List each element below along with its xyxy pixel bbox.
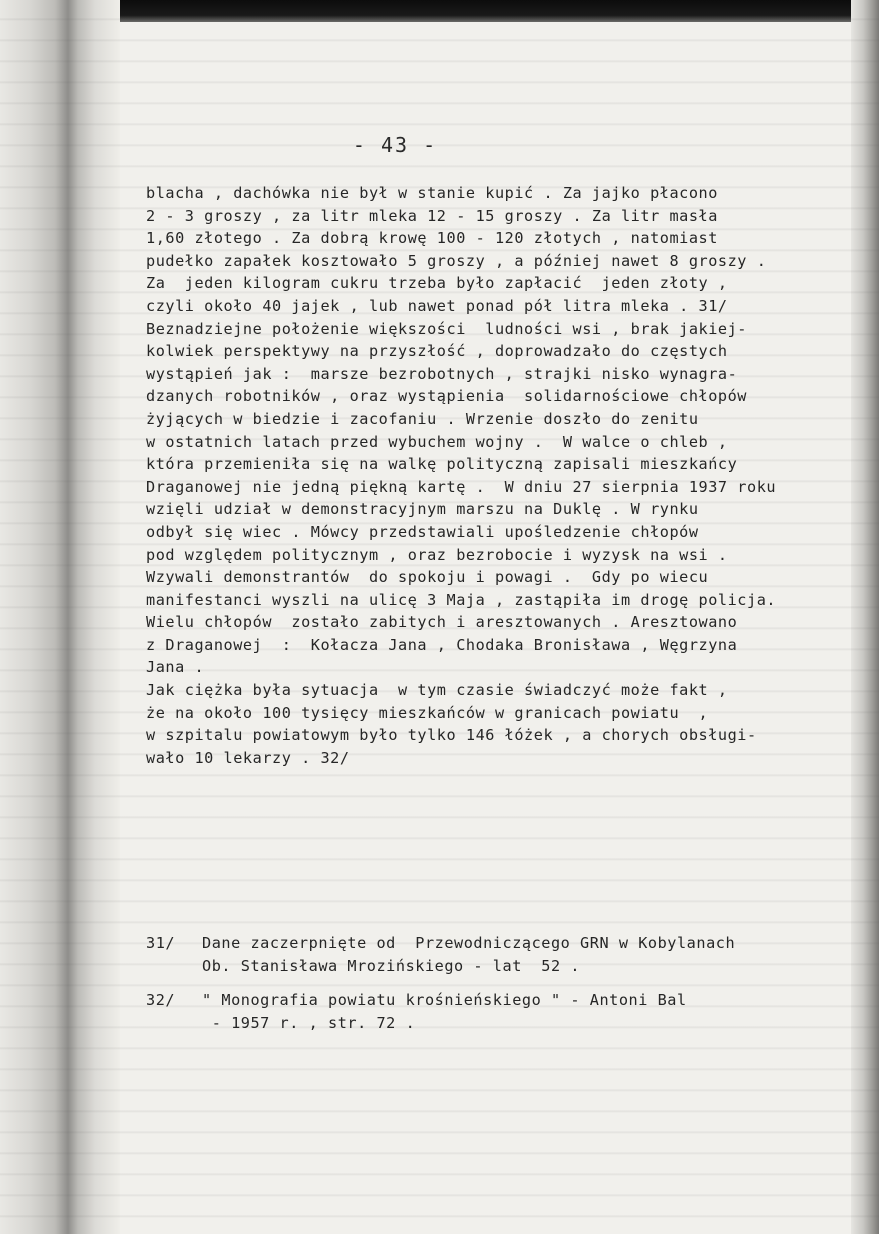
page-number: - 43 - <box>352 133 438 157</box>
body-line: 1,60 złotego . Za dobrą krowę 100 - 120 złotych , natomiast <box>146 229 718 248</box>
footnote-line: Dane zaczerpnięte od Przewodniczącego GRN w Kobylanach <box>202 934 736 952</box>
footnote <box>146 989 852 1034</box>
body-line: Wzywali demonstrantów do spokoju i powagi . Gdy po wiecu <box>146 568 709 587</box>
body-line: czyli około 40 jajek , lub nawet ponad pół litra mleka . 31/ <box>146 296 728 315</box>
body-line: kolwiek perspektywy na przyszłość , doprowadzało do częstych <box>146 342 728 361</box>
body-line: Beznadziejne położenie większości ludności wsi , brak jakiej- <box>146 319 748 338</box>
footnote-number: 31/ <box>146 934 176 952</box>
footnote-line: " Monografia powiatu krośnieńskiego " - Antoni Bal <box>202 991 687 1010</box>
body-line: manifestanci wyszli na ulicę 3 Maja , zastąpiła im drogę policja. <box>146 590 777 609</box>
body-line: odbył się wiec . Mówcy przedstawiali upośledzenie chłopów <box>146 522 699 541</box>
footnote-line: Ob. Stanisława Mrozińskiego - lat 52 . <box>202 956 581 975</box>
body-line: 2 - 3 groszy , za litr mleka 12 - 15 groszy . Za litr masła <box>146 206 718 225</box>
body-line: Jak ciężka była sytuacja w tym czasie świadczyć może fakt , <box>146 681 728 700</box>
body-line: w ostatnich latach przed wybuchem wojny . W walce o chleb , <box>146 432 728 451</box>
footnote-number: 32/ <box>146 991 176 1010</box>
body-line: wzięli udział w demonstracyjnym marszu na Duklę . W rynku <box>146 500 699 519</box>
body-line: Za jeden kilogram cukru trzeba było zapłacić jeden złoty , <box>146 274 728 293</box>
footnote-text <box>202 932 735 977</box>
body-line: Jana . <box>146 658 205 677</box>
body-line: dzanych robotników , oraz wystąpienia solidarnościowe chłopów <box>146 387 748 406</box>
footnote-text <box>202 989 687 1034</box>
body-line: z Draganowej : Kołacza Jana , Chodaka Bronisława , Węgrzyna <box>146 635 738 654</box>
body-line: wało 10 lekarzy . 32/ <box>146 748 350 767</box>
footnote-line: - 1957 r. , str. 72 . <box>202 1013 416 1032</box>
body-line: że na około 100 tysięcy mieszkańców w granicach powiatu , <box>146 703 709 722</box>
footnote <box>146 932 852 977</box>
body-line: żyjących w biedzie i zacofaniu . Wrzenie doszło do zenitu <box>146 409 699 428</box>
body-text <box>146 182 852 769</box>
footnotes <box>146 932 852 1046</box>
body-line: Wielu chłopów zostało zabitych i aresztowanych . Aresztowano <box>146 613 738 632</box>
body-line: wystąpień jak : marsze bezrobotnych , strajki nisko wynagra- <box>146 364 738 383</box>
body-line: która przemieniła się na walkę polityczną zapisali mieszkańcy <box>146 455 738 474</box>
body-line: pod względem politycznym , oraz bezrobocie i wyzysk na wsi . <box>146 545 728 564</box>
body-line: w szpitalu powiatowym było tylko 146 łóżek , a chorych obsługi- <box>146 726 757 745</box>
body-line: blacha , dachówka nie był w stanie kupić . Za jajko płacono <box>146 184 718 202</box>
body-line: Draganowej nie jedną piękną kartę . W dniu 27 sierpnia 1937 roku <box>146 477 777 496</box>
body-line: pudełko zapałek kosztowało 5 groszy , a później nawet 8 groszy . <box>146 251 767 270</box>
